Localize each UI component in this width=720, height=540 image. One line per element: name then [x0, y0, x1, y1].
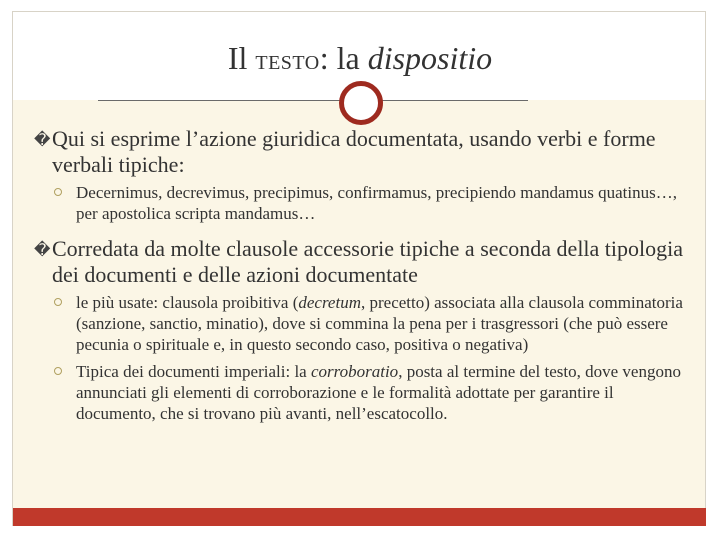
title-smallcaps: TESTO [255, 52, 320, 74]
bullet-item-2-text: Corredata da molte clausole accessorie tipiche a seconda della tipologia dei documenti e delle azioni documentate [52, 236, 684, 287]
subitem-2-2 [34, 361, 694, 424]
title-middle: : la [319, 40, 368, 76]
content-body [34, 126, 694, 430]
ring-bullet-icon [54, 367, 62, 375]
ring-bullet-icon [54, 188, 62, 196]
slide-title [0, 38, 720, 83]
bullet-glyph-icon: � [34, 130, 51, 149]
bullet-item-1 [34, 126, 694, 178]
subitem-1-1 [34, 182, 694, 224]
title-prefix: Il [227, 40, 256, 76]
title-italic: dispositio [367, 40, 493, 76]
subitem-1-1-text: Decernimus, decrevimus, precipimus, confirmamus, precipiendo mandamus quatinus…, per apostolica scripta mandamus… [76, 183, 677, 223]
subitem-2-1-text: le più usate: clausola proibitiva (decretum, precetto) associata alla clausola comminatoria (sanzione, sanctio, minatio), dove si commina la pena per i trasgressori (che può essere pecunia o spirituale e, in questo secondo caso, positiva o negativa) [76, 293, 683, 354]
bullet-glyph-icon: � [34, 240, 51, 259]
subitem-2-2-text: Tipica dei documenti imperiali: la corroboratio, posta al termine del testo, dove vengono annunciati gli elementi di corroborazione e le formalità adottate per garantire il documento, che si trovano più avanti, nell’escatocollo. [76, 362, 681, 423]
bullet-item-2 [34, 236, 694, 288]
bullet-item-1-text: Qui si esprime l’azione giuridica documentata, usando verbi e forme verbali tipiche: [52, 126, 656, 177]
footer-accent-bar [13, 508, 706, 526]
subitem-2-1 [34, 292, 694, 355]
ring-bullet-icon [54, 298, 62, 306]
title-divider [98, 100, 528, 101]
circle-ornament-icon [339, 81, 383, 125]
